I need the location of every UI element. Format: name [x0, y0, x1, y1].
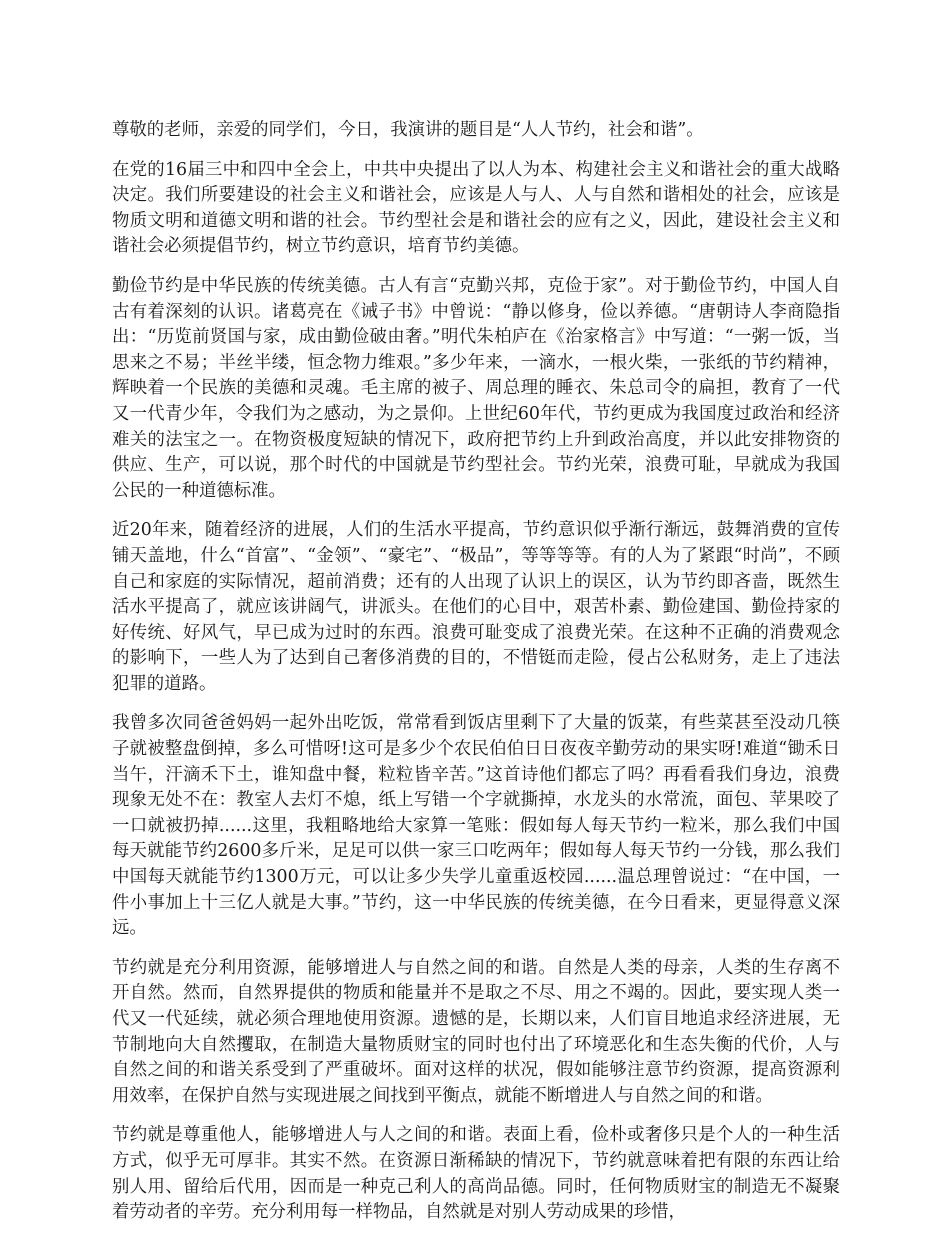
paragraph-recent-consumption: 近20年来，随着经济的进展，人们的生活水平提高，节约意识似乎渐行渐远，鼓舞消费的宣传铺天盖地，什么“首富”、“金领”、“豪宅”、“极品”，等等等等。有的人为了紧跟“时尚”，不顾自己和家庭的实际情况，超前消费；还有的人出现了认识上的误区，认为节约即吝啬，既然生活水平提高了，就应该讲阔气，讲派头。在他们的心目中，艰苦朴素、勤俭建国、勤俭持家的好传统、好风气，早已成为过时的东西。浪费可耻变成了浪费光荣。在这种不正确的消费观念的影响下，一些人为了达到自己奢侈消费的目的，不惜铤而走险，侵占公私财务，走上了违法犯罪的道路。: [112, 520, 840, 694]
paragraph-respect-others: 节约就是尊重他人，能够增进人与人之间的和谐。表面上看，俭朴或奢侈只是个人的一种生活方式，似乎无可厚非。其实不然。在资源日渐稀缺的情况下，节约就意味着把有限的东西让给别人用、留给后代用，因而是一种克己利人的高尚品德。同时，任何物质财宝的制造无不凝聚着劳动者的辛劳。充分利用每一样物品，自然就是对别人劳动成果的珍惜，: [112, 1125, 840, 1223]
paragraph-nature-harmony: 节约就是充分利用资源，能够增进人与自然之间的和谐。自然是人类的母亲，人类的生存离不开自然。然而，自然界提供的物质和能量并不是取之不尽、用之不竭的。因此，要实现人类一代又一代延续，就必须合理地使用资源。遗憾的是，长期以来，人们盲目地追求经济进展，无节制地向大自然攫取，在制造大量物质财宝的同时也付出了环境恶化和生态失衡的代价，人与自然之间的和谐关系受到了严重破坏。面对这样的状况，假如能够注意节约资源，提高资源利用效率，在保护自然与实现进展之间找到平衡点，就能不断增进人与自然之间的和谐。: [112, 957, 840, 1106]
paragraph-harmonious-society: 在党的16届三中和四中全会上，中共中央提出了以人为本、构建社会主义和谐社会的重大战略决定。我们所要建设的社会主义和谐社会，应该是人与人、人与自然和谐相处的社会，应该是物质文明和道德文明和谐的社会。节约型社会是和谐社会的应有之义，因此，建设社会主义和谐社会必须提倡节约，树立节约意识，培育节约美德。: [112, 159, 840, 257]
paragraph-personal-experience: 我曾多次同爸爸妈妈一起外出吃饭，常常看到饭店里剩下了大量的饭菜，有些菜甚至没动几筷子就被整盘倒掉，多么可惜呀!这可是多少个农民伯伯日日夜夜辛勤劳动的果实呀!难道“锄禾日当午，汗滴禾下土，谁知盘中餐，粒粒皆辛苦。”这首诗他们都忘了吗？再看看我们身边，浪费现象无处不在：教室人去灯不熄，纸上写错一个字就撕掉，水龙头的水常流，面包、苹果咬了一口就被扔掉......这里，我粗略地给大家算一笔账：假如每人每天节约一粒米，那么我们中国每天就能节约2600多斤米，足足可以供一家三口吃两年；假如每人每天节约一分钱，那么我们中国每天就能节约1300万元，可以让多少失学儿童重返校园......温总理曾说过：“在中国，一件小事加上十三亿人就是大事。”节约，这一中华民族的传统美德，在今日看来，更显得意义深远。: [112, 713, 840, 939]
document-page: [112, 118, 840, 1240]
paragraph-greeting: 尊敬的老师，亲爱的同学们，今日，我演讲的题目是“人人节约，社会和谐”。: [112, 120, 704, 140]
paragraph-traditional-virtue: 勤俭节约是中华民族的传统美德。古人有言“克勤兴邦，克俭于家”。对于勤俭节约，中国人自古有着深刻的认识。诸葛亮在《诫子书》中曾说：“静以修身，俭以养德。“唐朝诗人李商隐指出：“历览前贤国与家，成由勤俭破由奢。”明代朱柏庐在《治家格言》中写道：“一粥一饭，当思来之不易；半丝半缕，恒念物力维艰。”多少年来，一滴水，一根火柴，一张纸的节约精神，辉映着一个民族的美德和灵魂。毛主席的被子、周总理的睡衣、朱总司令的扁担，教育了一代又一代青少年，令我们为之感动，为之景仰。上世纪60年代，节约更成为我国度过政治和经济难关的法宝之一。在物资极度短缺的情况下，政府把节约上升到政治高度，并以此安排物资的供应、生产，可以说，那个时代的中国就是节约型社会。节约光荣，浪费可耻，早就成为我国公民的一种道德标准。: [112, 275, 840, 501]
